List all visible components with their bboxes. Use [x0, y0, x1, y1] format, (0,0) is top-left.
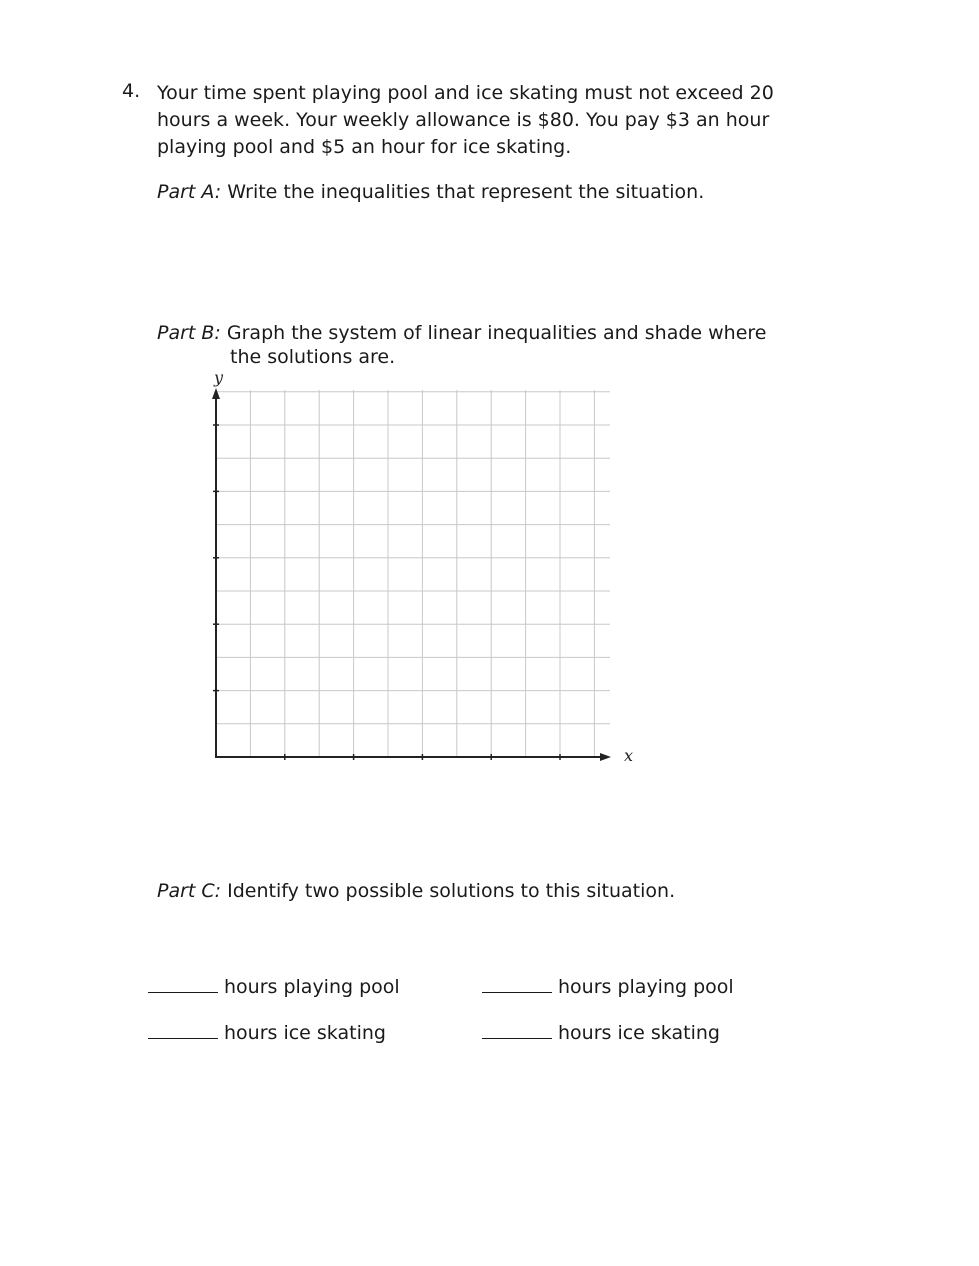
answer-2-skate: [482, 1020, 720, 1044]
grid-lines: [216, 390, 610, 757]
part-a-label: Part A:: [157, 181, 222, 203]
stem-line: Your time spent playing pool and ice skating must not exceed 20: [157, 82, 774, 104]
problem-number: 4.: [122, 80, 141, 102]
answer-2-pool-label: hours playing pool: [558, 976, 734, 998]
part-c-text: Identify two possible solutions to this situation.: [227, 880, 676, 902]
y-axis-label: y: [214, 368, 224, 387]
answer-2-pool: [482, 974, 734, 998]
x-axis-arrow: [600, 753, 611, 761]
part-b-text-cont: the solutions are.: [230, 346, 396, 368]
answer-1-pool-blank[interactable]: [148, 974, 218, 993]
answer-2-skate-label: hours ice skating: [558, 1022, 720, 1044]
y-axis-arrow: [212, 388, 220, 399]
answer-2-pool-blank[interactable]: [482, 974, 552, 993]
part-b-text: Graph the system of linear inequalities and shade where: [226, 322, 767, 344]
coordinate-grid[interactable]: [200, 368, 650, 768]
part-a-text: Write the inequalities that represent the situation.: [227, 181, 705, 203]
answer-1-skate-label: hours ice skating: [224, 1022, 386, 1044]
problem-stem: [157, 80, 817, 161]
stem-line: playing pool and $5 an hour for ice skating.: [157, 136, 572, 158]
x-axis-label: x: [624, 746, 634, 765]
answer-2-skate-blank[interactable]: [482, 1020, 552, 1039]
tick-marks: [213, 425, 560, 760]
answer-1-skate: [148, 1020, 386, 1044]
answer-1-skate-blank[interactable]: [148, 1020, 218, 1039]
answer-1-pool: [148, 974, 400, 998]
stem-line: hours a week. Your weekly allowance is $80. You pay $3 an hour: [157, 109, 770, 131]
part-c-prompt: [157, 880, 675, 902]
part-a-prompt: [157, 181, 704, 203]
part-b-prompt: [157, 321, 766, 369]
part-b-label: Part B:: [157, 322, 221, 344]
answer-1-pool-label: hours playing pool: [224, 976, 400, 998]
part-c-label: Part C:: [157, 880, 222, 902]
